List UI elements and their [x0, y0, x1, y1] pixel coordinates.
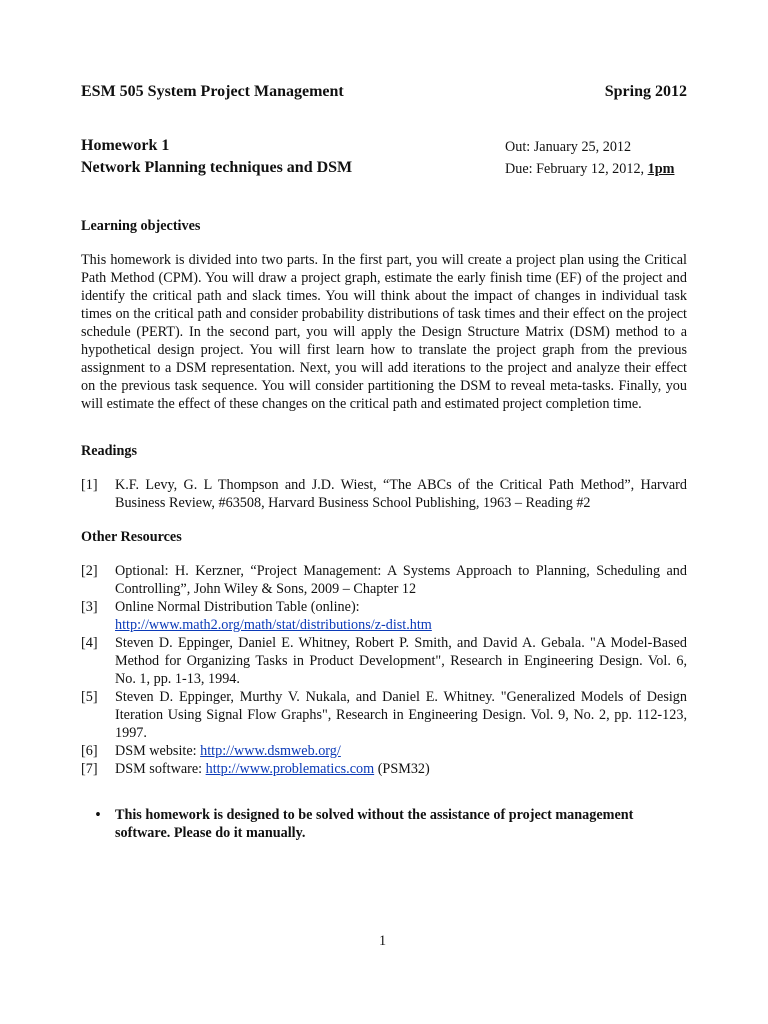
due-date	[505, 160, 674, 178]
learning-objectives-body: This homework is divided into two parts. In the first part, you will create a project plan using the Critical Path Method (CPM). You will draw a project graph, estimate the early finish time (EF) of the project and identify the critical path and slack times. You will think about the impact of changes in individual task times on the critical path and consider probability distributions of task times and their effect on the project schedule (PERT). In the second part, you will apply the Design Structure Matrix (DSM) method to a hypothetical design project. You will first learn how to translate the project graph from the previous assignment to a DSM representation. Next, you will add iterations to the project and analyze their effect on the previous task sequence. You will consider partitioning the DSM to reveal meta-tasks. Finally, you will estimate the effect of these changes on the critical path and estimated project completion time.	[81, 252, 687, 412]
resource-number: [3]	[81, 599, 98, 615]
resource-text	[115, 742, 687, 760]
resource-text: Steven D. Eppinger, Daniel E. Whitney, Robert P. Smith, and David A. Gebala. "A Model-Based Method for Organizing Tasks in Product Development", Research in Engineering Design. Vol. 6, No. 1, pp. 1-13, 1994.	[115, 635, 687, 687]
due-time: 1pm	[647, 161, 675, 177]
resource-number: [4]	[81, 635, 98, 651]
resource-item	[81, 634, 687, 688]
reading-number: [1]	[81, 477, 98, 493]
resource-number: [6]	[81, 743, 98, 759]
resource-suffix: (PSM32)	[374, 761, 430, 777]
dsmweb-link[interactable]: http://www.dsmweb.org/	[200, 743, 341, 759]
homework-title: Homework 1	[81, 137, 170, 154]
course-title: ESM 505 System Project Management	[81, 83, 344, 100]
reading-item	[81, 476, 687, 512]
out-date: Out: January 25, 2012	[505, 139, 632, 155]
resource-text	[115, 598, 687, 634]
due-date-text: Due: February 12, 2012,	[505, 161, 648, 177]
resources-list	[81, 562, 687, 778]
z-dist-table-link[interactable]: http://www.math2.org/math/stat/distributions/z-dist.htm	[115, 617, 432, 633]
term-label: Spring 2012	[604, 83, 687, 100]
problematics-link[interactable]: http://www.problematics.com	[205, 761, 375, 777]
readings-heading: Readings	[81, 443, 137, 459]
bullet-icon: •	[95, 807, 101, 823]
other-resources-heading: Other Resources	[81, 529, 182, 545]
resource-number: [2]	[81, 563, 98, 579]
learning-objectives-heading: Learning objectives	[81, 218, 201, 234]
note-text: This homework is designed to be solved without the assistance of project management software. Please do it manually.	[115, 807, 634, 841]
resource-item	[81, 688, 687, 742]
resource-text: Steven D. Eppinger, Murthy V. Nukala, and Daniel E. Whitney. "Generalized Models of Design Iteration Using Signal Flow Graphs", Research in Engineering Design. Vol. 9, No. 2, pp. 112-123, 1997.	[115, 689, 687, 741]
resource-item	[81, 760, 687, 778]
resource-number: [5]	[81, 689, 98, 705]
resource-text	[115, 760, 687, 778]
resource-label: Online Normal Distribution Table (online):	[115, 599, 360, 615]
manual-solution-note	[81, 806, 687, 842]
resource-label: DSM website:	[115, 743, 201, 759]
reading-text: K.F. Levy, G. L Thompson and J.D. Wiest, “The ABCs of the Critical Path Method”, Harvard Business Review, #63508, Harvard Business School Publishing, 1963 – Reading #2	[115, 477, 687, 511]
readings-list	[81, 476, 687, 512]
resource-text: Optional: H. Kerzner, “Project Management: A Systems Approach to Planning, Scheduling and Controlling”, John Wiley & Sons, 2009 – Chapter 12	[115, 563, 687, 597]
resource-number: [7]	[81, 761, 98, 777]
resource-item	[81, 562, 687, 598]
homework-subtitle: Network Planning techniques and DSM	[81, 159, 353, 176]
resource-item	[81, 742, 687, 760]
resource-item	[81, 598, 687, 634]
page-number: 1	[379, 933, 387, 949]
resource-label: DSM software:	[115, 761, 206, 777]
